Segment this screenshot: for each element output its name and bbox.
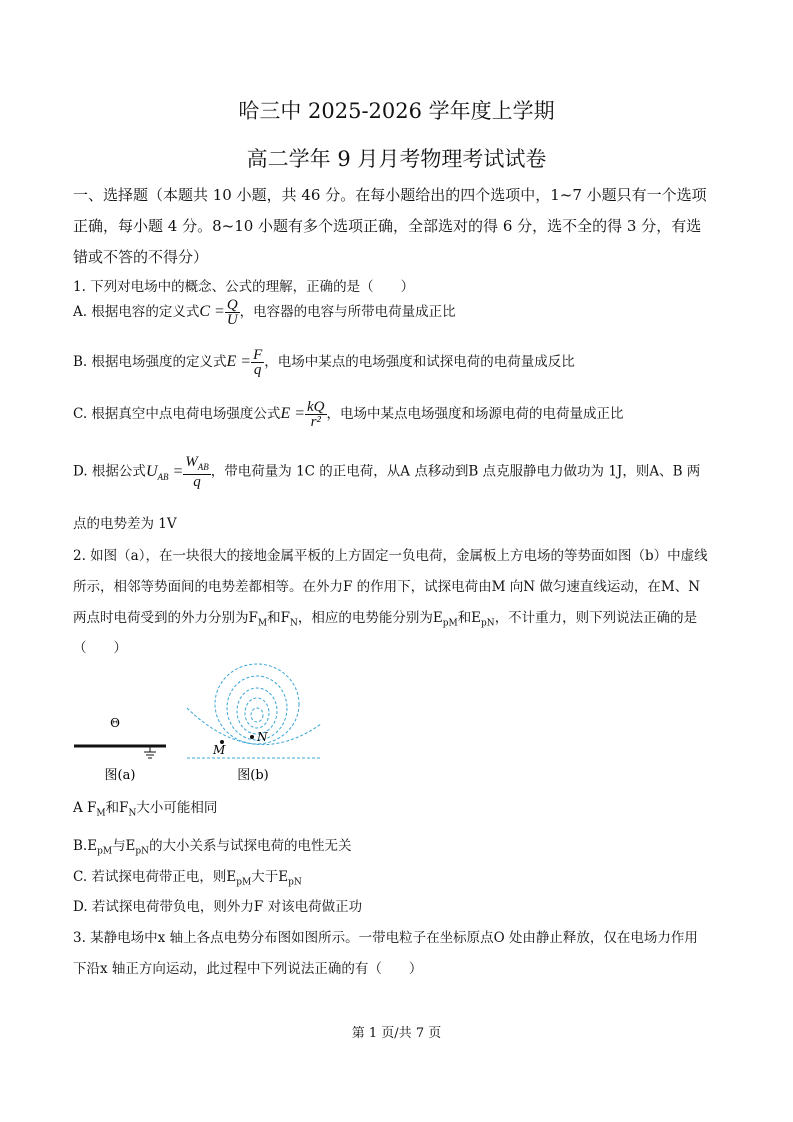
- q1-option-d-line2: 点的电势差为 1V: [73, 516, 177, 532]
- q2-l3-s3: pM: [442, 618, 458, 629]
- q1-c-lhs: E =: [280, 405, 306, 422]
- q2-line-3: [73, 606, 697, 629]
- q2-l3-s4: pN: [481, 618, 495, 629]
- q2-l3-e: ，不计重力，则下列说法正确的是: [494, 610, 698, 626]
- q2-a-post: 大小可能相同: [136, 800, 218, 816]
- q1-c-pre: C. 根据真空中点电荷电场强度公式: [73, 406, 281, 422]
- fig-b-label: 图(b): [237, 768, 269, 783]
- q1-c-num: kQ: [307, 399, 325, 415]
- q1-a-post: ，电容器的电容与所带电荷量成正比: [239, 304, 456, 320]
- q2-l3-s1: M: [257, 618, 268, 629]
- q1-b-pre: B. 根据电场强度的定义式: [73, 354, 227, 370]
- q2-a-pre: A F: [73, 800, 97, 816]
- q1-option-c: [73, 400, 624, 429]
- q1-a-num: Q: [226, 297, 238, 313]
- figure-b: [183, 660, 328, 785]
- q2-l3-s2: N: [289, 618, 298, 629]
- q1-a-den: U: [226, 312, 238, 328]
- page-footer: 第 1 页/共 7 页: [351, 1026, 442, 1041]
- q2-line-2: 所示，相邻等势面间的电势差都相等。在外力F 的作用下，试探电荷由M 向N 做匀速直线运动，在M、N: [73, 579, 701, 595]
- q2-b-post: 的大小关系与试探电荷的电性无关: [149, 838, 352, 854]
- q1-d-num-sub: AB: [197, 462, 209, 472]
- q1-c-fraction: [305, 400, 327, 429]
- section-line-1: 一、选择题（本题共 10 小题，共 46 分。在每小题给出的四个选项中，1~7 小题只有一个选项: [73, 186, 707, 204]
- q1-b-den: q: [253, 362, 262, 378]
- q1-option-a: [73, 298, 456, 327]
- q1-d-num-text: W: [185, 454, 198, 470]
- q2-b-s1: pM: [97, 846, 113, 857]
- q2-line-4: （ ）: [73, 640, 127, 656]
- q1-d-lhs: [146, 463, 183, 480]
- q2-option-c: [73, 865, 302, 888]
- point-n-label: N: [257, 730, 268, 744]
- q1-d-lhs-text: U: [145, 462, 158, 480]
- q3-line-2: 下沿x 轴正方向运动，此过程中下列说法正确的有（ ）: [73, 961, 423, 977]
- q2-a-s2: N: [128, 808, 137, 819]
- q2-line-1: 2. 如图（a），在一块很大的接地金属平板的上方固定一负电荷，金属板上方电场的等势面如图（b）中虚线: [73, 548, 708, 564]
- title-line-2: 高二学年 9 月月考物理考试试卷: [246, 147, 547, 171]
- q1-c-den: r²: [310, 414, 321, 430]
- q1-b-num: F: [253, 347, 263, 363]
- figure-a: [70, 710, 170, 785]
- q1-d-lhs-sub: AB: [157, 471, 169, 482]
- q2-c-s2: pN: [288, 877, 302, 888]
- q2-b-s2: pN: [135, 846, 150, 857]
- q2-l3-c: ，相应的电势能分别为E: [297, 610, 443, 626]
- q1-a-fraction: [225, 298, 240, 327]
- q1-a-lhs: C =: [199, 303, 225, 320]
- q2-l3-b: 和F: [267, 610, 290, 626]
- section-line-3: 错或不答的不得分）: [73, 248, 209, 266]
- q3-line-1: 3. 某静电场中x 轴上各点电势分布图如图所示。一带电粒子在坐标原点O 处由静止释放，仅在电场力作用: [73, 930, 698, 946]
- q1-c-post: ，电场中某点电场强度和场源电荷的电荷量成正比: [326, 406, 624, 422]
- q1-d-eq: =: [172, 462, 184, 480]
- q1-option-d: [73, 455, 700, 489]
- q1-d-fraction: [183, 455, 211, 489]
- equipotential-4: [245, 698, 269, 728]
- q1-b-fraction: [251, 348, 264, 377]
- q1-d-num: [183, 455, 211, 475]
- q1-a-pre: A. 根据电容的定义式: [73, 304, 200, 320]
- section-line-2: 正确，每小题 4 分。8~10 小题有多个选项正确，全部选对的得 6 分，选不全的得 3 分，有选: [73, 217, 702, 235]
- q2-l3-a: 两点时电荷受到的外力分别为F: [73, 610, 258, 626]
- q2-a-mid: 和F: [105, 800, 129, 816]
- point-m-label: M: [213, 743, 226, 757]
- fig-a-label: 图(a): [104, 768, 136, 783]
- title-line-1: 哈三中 2025-2026 学年度上学期: [238, 99, 555, 123]
- q1-option-b: [73, 348, 575, 377]
- q1-b-lhs: E =: [226, 353, 252, 370]
- q1-d-pre: D. 根据公式: [73, 463, 146, 480]
- q1-b-post: ，电场中某点的电场强度和试探电荷的电荷量成反比: [264, 354, 575, 370]
- negative-charge-icon: Θ: [110, 716, 120, 730]
- point-n-dot: [250, 735, 254, 739]
- q2-b-pre: B.E: [73, 838, 98, 854]
- equipotential-3: [237, 688, 277, 734]
- q2-b-mid: 与E: [112, 838, 136, 854]
- q2-option-b: [73, 834, 352, 857]
- q2-option-d: D. 若试探电荷带负电，则外力F 对该电荷做正功: [73, 899, 363, 915]
- q2-option-a: [73, 796, 217, 819]
- equipotential-outer: [187, 708, 321, 745]
- equipotential-5: [251, 708, 263, 722]
- q2-c-s1: pM: [236, 877, 252, 888]
- q1-d-den: q: [193, 474, 201, 490]
- q1-stem: 1. 下列对电场中的概念、公式的理解，正确的是（ ）: [73, 279, 415, 295]
- q2-c-mid: 大于E: [251, 869, 289, 885]
- q2-a-s1: M: [96, 808, 106, 819]
- q2-l3-d: 和E: [457, 610, 482, 626]
- q1-d-post: ，带电荷量为 1C 的正电荷，从A 点移动到B 点克服静电力做功为 1J，则A、B 两: [210, 463, 701, 480]
- q2-c-pre: C. 若试探电荷带正电，则E: [73, 869, 237, 885]
